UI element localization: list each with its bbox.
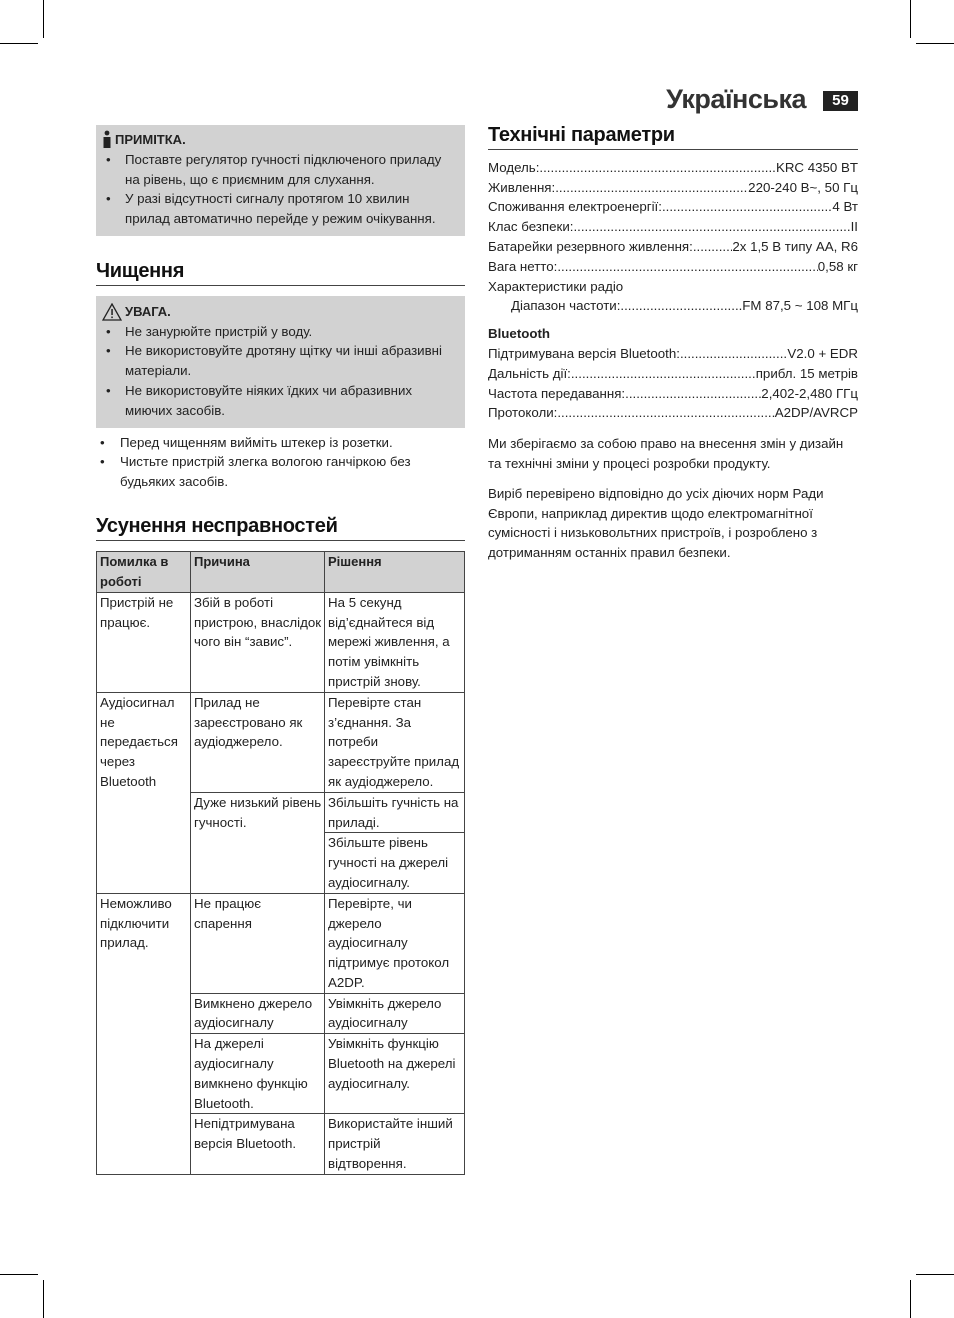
list-item: • У разі відсутності сигналу протягом 10 хвилин прилад автоматично перейде у режим очікування. [102,189,457,229]
spec-battery [488,237,858,257]
spec-value: KRC 4350 BT [775,159,858,175]
column-header: Рішення [325,551,465,592]
cause-cell: Не працює спарення [191,893,325,993]
cause-cell: Дуже низький рівень гучності. [191,792,325,893]
solution-cell: Увімкніть джерело аудіосигналу [325,993,465,1034]
note-title-text: ПРИМІТКА. [115,132,186,147]
table-row [97,692,465,792]
crop-mark [0,43,38,44]
troubleshooting-heading: Усунення несправностей [96,517,465,541]
spec-label: Клас безпеки: [488,219,574,235]
disclaimer-paragraph: Ми зберігаємо за собою право на внесення змін у дизайн та технічні зміни у процесі розробки продукту. [488,436,844,471]
list-item: • Чистьте пристрій злегка вологою ганчіркою без будьяких засобів. [96,452,465,492]
bluetooth-heading: Bluetooth [488,326,551,342]
column-header: Причина [191,551,325,592]
page-language-title: Українська [666,84,806,114]
cause-cell: На джерелі аудіосигналу вимкнено функцію Bluetooth. [191,1034,325,1114]
crop-mark [916,43,954,44]
info-icon [102,130,112,149]
crop-mark [43,0,44,38]
spec-value: 0,58 кг [817,258,858,274]
crop-mark [0,1274,38,1275]
spec-label: Дальність дії: [488,365,571,381]
note-list [102,150,457,229]
specs-heading: Технічні параметри [488,125,858,150]
right-column [488,125,858,563]
spec-consumption [488,197,858,217]
list-item: • Не використовуйте дротяну щітку чи інші абразивні матеріали. [102,341,457,381]
spec-model [488,158,858,178]
solution-cell: Збільште рівень гучності на джерелі аудіосигналу. [325,833,465,893]
spec-weight [488,257,858,277]
spec-frequency [488,296,858,316]
spec-value: A2DP/AVRCP [774,405,858,421]
spec-label: Частота передавання: [488,385,626,401]
solution-cell: Перевірте, чи джерело аудіосигналу підтримує протокол A2DP. [325,893,465,993]
warning-title-text: УВАГА. [125,303,171,319]
note-title [102,130,457,150]
cause-cell: Збій в роботі пристрою, внаслідок чого він “завис”. [191,592,325,692]
spec-label: Вага нетто: [488,258,558,274]
spec-label: Підтримувана версія Bluetooth: [488,345,680,361]
list-item: • Перед чищенням вийміть штекер із розетки. [96,433,465,453]
cause-cell: Непідтримувана версія Bluetooth. [191,1114,325,1174]
compliance-paragraph: Виріб перевірено відповідно до усіх діючих норм Ради Європи, наприклад директив щодо електромагнітної сумісності і низьковольтних пристроїв, і розроблено з дотриманням останніх правил безпеки. [488,485,824,561]
fault-cell: Неможливо підключити прилад. [97,893,191,1174]
fault-cell: Аудіосигнал не передається через Bluetooth [97,692,191,893]
table-header-row [97,551,465,592]
spec-bt-version [488,344,858,364]
solution-cell: На 5 секунд від’єднайтеся від мережі живлення, а потім увімкніть пристрій знову. [325,592,465,692]
spec-value: FM 87,5 ~ 108 МГц [742,298,858,314]
warning-triangle-icon [102,303,122,321]
spec-label: Споживання електроенергії: [488,199,662,215]
spec-label: Живлення: [488,179,556,195]
spec-power [488,178,858,198]
warning-list [102,322,457,421]
cleaning-heading: Чищення [96,262,465,286]
column-header: Помилка в роботі [97,551,191,592]
crop-mark [916,1274,954,1275]
list-item: • Не занурюйте пристрій у воду. [102,322,457,342]
list-item: • Поставте регулятор гучності підключеного приладу на рівень, що є приємним для слухання. [102,150,457,190]
solution-cell: Увімкніть функцію Bluetooth на джерелі аудіосигналу. [325,1034,465,1114]
cleaning-list [96,433,465,492]
spec-bt-range [488,364,858,384]
spec-radio-label: Характеристики радіо [488,278,624,294]
left-column [96,125,465,1175]
spec-label: Батарейки резервного живлення: [488,238,693,254]
spec-value: 4 Вт [832,199,858,215]
warning-box [96,296,465,428]
page-number: 59 [823,91,858,111]
crop-mark [43,1280,44,1318]
spec-label: Модель: [488,159,540,175]
spec-bt-frequency [488,384,858,404]
spec-value: II [850,219,858,235]
troubleshooting-table [96,551,465,1175]
cause-cell: Вимкнено джерело аудіосигналу [191,993,325,1034]
note-box [96,125,465,236]
solution-cell: Збільшіть гучність на приладі. [325,792,465,833]
spec-label: Діапазон частоти: [511,298,621,314]
spec-value: 2,402-2,480 ГГц [761,385,858,401]
spec-value: прибл. 15 метрів [755,365,858,381]
spec-value: 220-240 В~, 50 Гц [748,179,858,195]
spec-value: V2.0 + EDR [787,345,858,361]
solution-cell: Перевірте стан з’єднання. За потреби зареєструйте прилад як аудіоджерело. [325,692,465,792]
crop-mark [910,0,911,38]
list-item: • Не використовуйте ніяких їдких чи абразивних миючих засобів. [102,381,457,421]
crop-mark [910,1280,911,1318]
spec-label: Протоколи: [488,405,558,421]
spec-bt-protocols [488,403,858,423]
spec-class [488,217,858,237]
solution-cell: Використайте інший пристрій відтворення. [325,1114,465,1174]
cause-cell: Прилад не зареєстровано як аудіоджерело. [191,692,325,792]
spec-value: 2x 1,5 В типу AA, R6 [732,238,858,254]
table-row [97,893,465,993]
warning-title [102,302,457,322]
table-row [97,592,465,692]
fault-cell: Пристрій не працює. [97,592,191,692]
